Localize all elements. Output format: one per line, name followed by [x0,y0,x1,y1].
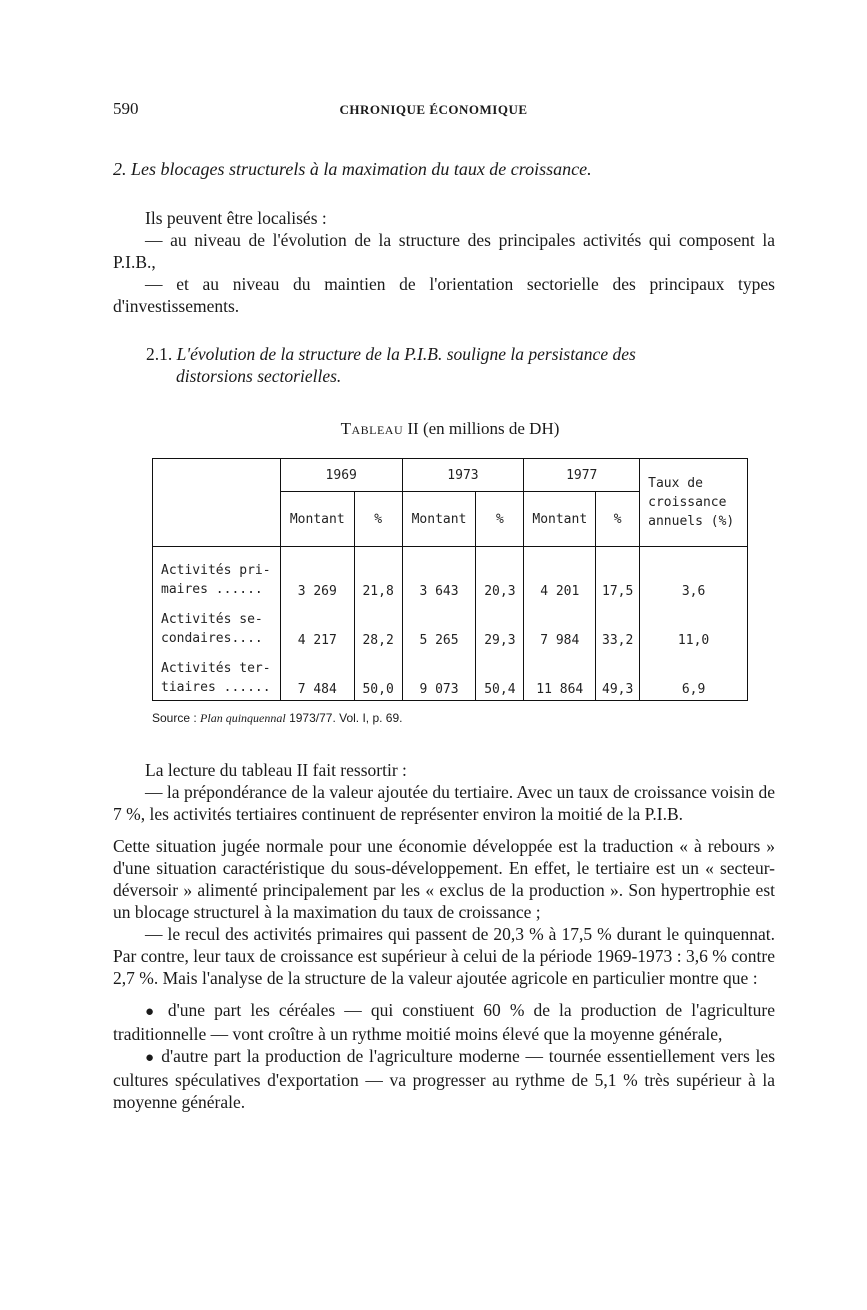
intro-paragraph-3: — et au niveau du maintien de l'orientation sectorielle des principaux types d'investissements. [113,274,775,316]
rate-header [640,459,748,547]
intro-paragraph-2: — au niveau de l'évolution de la structure des principales activités qui composent la P.I.B., [113,230,775,272]
row-label [153,602,281,651]
rate-cell: 11,0 [640,602,748,651]
table-row [153,547,748,603]
table-cell: 9 073 [402,651,476,701]
column-header: % [354,492,402,547]
table-caption [0,419,867,439]
table-row [153,651,748,701]
source-prefix: Source : [152,711,197,725]
running-head: CHRONIQUE ÉCONOMIQUE [339,102,528,117]
rate-header-line1: Taux de [648,476,703,491]
source-detail: 1973/77. Vol. I, p. 69. [289,711,403,725]
table-cell: 21,8 [354,547,402,603]
row-label-line2: maires ...... [161,582,263,597]
analysis-paragraph-1: La lecture du tableau II fait ressortir : [145,760,407,780]
intro-paragraph-1: Ils peuvent être localisés : [145,208,327,228]
analysis-paragraph-4: — le recul des activités primaires qui passent de 20,3 % à 17,5 % durant le quinquennat. Par contre, leur taux de croissance est supérieur à celui de la période 1969-1973 : 3,6 % contre 2,7 %. Mais l'analyse de la structure de la valeur ajoutée agricole en particulier montre que : [113,924,775,988]
rate-cell: 6,9 [640,651,748,701]
table-cell: 28,2 [354,602,402,651]
section-title: 2. Les blocages structurels à la maximation du taux de croissance. [113,159,592,179]
year-header: 1973 [402,459,524,492]
row-label-line1: Activités se- [161,612,263,627]
analysis-paragraph-2: — la prépondérance de la valeur ajoutée du tertiaire. Avec un taux de croissance voisin de 7 %, les activités tertiaires continuent de représenter environ la moitié de la P.I.B. [113,782,775,824]
bullet-text-1: d'une part les céréales — qui constiuent 60 % de la production de l'agriculture traditionnelle — vont croître à un rythme moitié moins élevé que la moyenne générale, [113,1000,776,1044]
table-cell: 7 984 [524,602,596,651]
row-label [153,651,281,701]
table-cell: 50,4 [476,651,524,701]
table-cell: 4 217 [280,602,354,651]
bullet-item-2 [113,1045,775,1113]
table-cell: 50,0 [354,651,402,701]
subsection-title-line1: L'évolution de la structure de la P.I.B. souligne la persistance des [176,344,636,364]
table-caption-text: II (en millions de DH) [407,419,560,438]
subsection-title [146,343,776,387]
rate-header-line2: croissance [648,495,727,510]
row-label [153,547,281,603]
rate-header-line3: annuels (%) [648,514,735,529]
table-cell: 17,5 [596,547,640,603]
table-cell: 49,3 [596,651,640,701]
bullet-icon: ● [145,1004,159,1020]
row-label-line2: tiaires ...... [161,680,271,695]
page-number: 590 [113,99,139,118]
row-label-line1: Activités ter- [161,661,271,676]
table-caption-label: Tableau [340,419,404,438]
table-cell: 29,3 [476,602,524,651]
table-cell: 20,3 [476,547,524,603]
row-label-line2: condaires.... [161,631,263,646]
table-cell: 33,2 [596,602,640,651]
bullet-text-2: d'autre part la production de l'agriculture moderne — tournée essentiellement vers les cultures spéculatives d'exportation — va progresser au rythme de 5,1 % très supérieur à la moyenne générale. [113,1046,775,1112]
table-cell: 3 269 [280,547,354,603]
subsection-number: 2.1. [146,344,173,364]
column-header: Montant [280,492,354,547]
bullet-item-1 [113,999,775,1045]
table-cell: 7 484 [280,651,354,701]
column-header: Montant [402,492,476,547]
analysis-paragraph-3: Cette situation jugée normale pour une économie développée est la traduction « à rebours » d'une situation caractéristique du sous-développement. En effet, le tertiaire est un « secteur-déversoir » alimenté principalement par les « exclus de la production ». Son hypertrophie est un blocage structurel à la maximation du taux de croissance ; [113,836,775,922]
table-corner-cell [153,459,281,547]
table-cell: 3 643 [402,547,476,603]
analysis-block [113,759,775,1113]
table-cell: 4 201 [524,547,596,603]
table-source [152,711,402,726]
data-table [152,458,748,701]
year-header: 1977 [524,459,640,492]
column-header: % [476,492,524,547]
subsection-title-line2: distorsions sectorielles. [176,366,342,386]
year-header: 1969 [280,459,402,492]
intro-block [113,207,775,317]
column-header: % [596,492,640,547]
source-title: Plan quinquennal [200,711,286,725]
row-label-line1: Activités pri- [161,563,271,578]
table-cell: 5 265 [402,602,476,651]
table-cell: 11 864 [524,651,596,701]
bullet-icon: ● [145,1050,156,1066]
rate-cell: 3,6 [640,547,748,603]
column-header: Montant [524,492,596,547]
table-row [153,602,748,651]
